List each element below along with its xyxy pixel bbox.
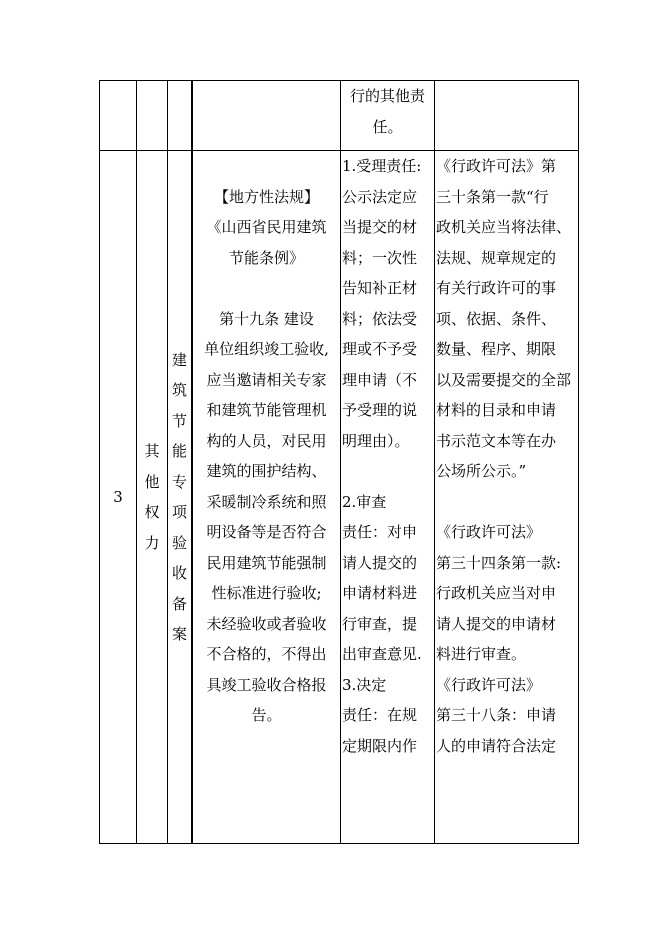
responsibility-text: 行的其他责 任。 — [349, 87, 425, 136]
cell-number — [100, 151, 137, 844]
cell-category — [137, 81, 168, 151]
cell-basis — [192, 151, 341, 844]
cell-basis-detail — [435, 151, 579, 844]
cell-responsibility — [341, 151, 435, 844]
cell-item-name — [168, 81, 193, 151]
cell-item-name — [168, 151, 193, 844]
cell-category — [137, 151, 168, 844]
category-text: 其 他 权 力 — [144, 442, 160, 552]
table-row — [100, 81, 579, 151]
responsibility-text: 1.受理责任: 公示法定应 当提交的材 料；一次性 告知补正材 料；依法受 理或不予受 理申请（不 予受理的说 明理由）。 2.审查 责任：对申 请人提交的 申请材料进 行审查，提 出审查意见. 3.决定 责任：在规 定期限内作 — [342, 157, 422, 755]
item-name-text: 建 筑 节 能 专 项 验 收 备 案 — [171, 350, 187, 643]
cell-number — [100, 81, 137, 151]
table-row — [100, 151, 579, 844]
row-number: 3 — [113, 487, 123, 506]
cell-basis-detail — [435, 81, 579, 151]
basis-text: 【地方性法规】 《山西省民用建筑 节能条例》 第十九条 建设 单位组织竣工验收, 应当邀请相关专家 和建筑节能管理机 构的人员，对民用 建筑的围护结构、 采暖制冷系统和照 明设备等是否符合 民用建筑节能强制 性标准进行验收; 未经验收或者验收 不合格的，不得出 具竣工验收合格报 告。 — [204, 187, 329, 724]
basis-detail-text: 《行政许可法》第 三十条第一款“行 政机关应当将法律、 法规、规章规定的 有关行政许可的事 项、依据、条件、 数量、程序、期限 以及需要提交的全部 材料的目录和申请 书示范文本等在办 公场所公示。” 《行政许可法》 第三十四条第一款: 行政机关应当对申 请人提交的申请材 料进行审查。 《行政许可法》 第三十八条：申请 人的申请符合法定 — [436, 157, 572, 755]
cell-basis — [192, 81, 341, 151]
cell-responsibility — [341, 81, 435, 151]
document-table — [99, 80, 579, 844]
